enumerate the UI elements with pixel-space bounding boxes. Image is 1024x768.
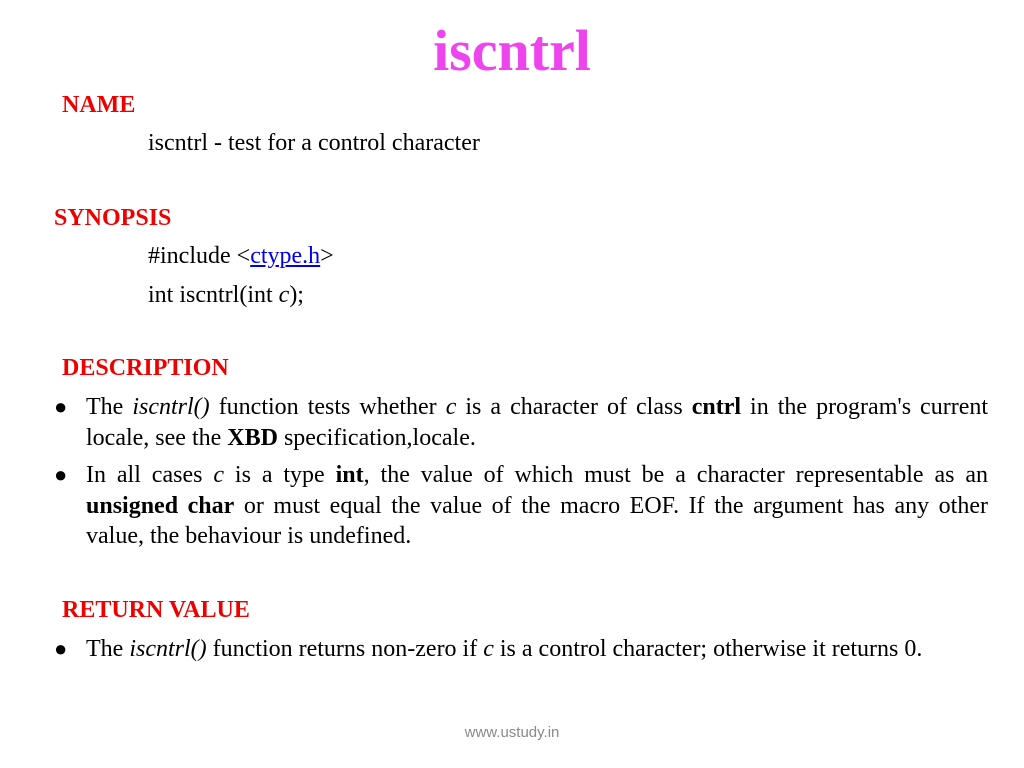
prototype-line	[148, 281, 304, 309]
prototype-prefix: int iscntrl(int	[148, 282, 279, 308]
ctype-link[interactable]: ctype.h	[250, 243, 321, 269]
page-title: iscntrl	[433, 18, 591, 83]
type-name: int	[335, 462, 364, 488]
synopsis-heading: SYNOPSIS	[54, 205, 172, 231]
text-span: function tests whether	[209, 394, 446, 420]
include-line	[148, 242, 334, 270]
text-span: specification,locale.	[277, 424, 476, 451]
text-span: , the value of which must be a character representable as an	[363, 462, 988, 488]
include-prefix: #include <	[148, 243, 251, 269]
text-span: in the program's current locale, see the	[86, 394, 989, 451]
text-span: or must equal the value of the macro EOF. If the argument has any other value, the behaviour is undefined.	[86, 492, 988, 549]
text-span: is a character of class	[456, 394, 692, 420]
text-span: is a type	[224, 462, 336, 488]
xbd-term: XBD	[227, 424, 278, 451]
name-heading: NAME	[62, 92, 136, 118]
prototype-param: c	[278, 282, 290, 308]
prototype-suffix: );	[289, 282, 304, 308]
name-text: iscntrl - test for a control character	[148, 130, 480, 156]
bullet-icon: ●	[54, 394, 68, 419]
class-name: cntrl	[691, 394, 742, 420]
description-bullet-1	[86, 392, 988, 453]
return-bullet-1	[86, 634, 988, 665]
text-span: The	[86, 636, 130, 662]
text-span: function returns non-zero if	[206, 636, 484, 662]
param-name: c	[483, 636, 494, 662]
function-name: iscntrl()	[129, 636, 207, 662]
return-heading: RETURN VALUE	[62, 597, 250, 623]
description-bullet-2	[86, 460, 988, 552]
include-suffix: >	[320, 243, 334, 269]
bullet-icon: ●	[54, 636, 68, 661]
param-name: c	[445, 394, 457, 420]
text-span: The	[86, 394, 133, 420]
type-name: unsigned char	[86, 492, 235, 519]
text-span: In all cases	[86, 462, 214, 488]
function-name: iscntrl()	[132, 394, 210, 420]
bullet-icon: ●	[54, 462, 68, 487]
param-name: c	[213, 462, 224, 488]
description-heading: DESCRIPTION	[62, 355, 229, 381]
text-span: is a control character; otherwise it returns 0.	[493, 636, 923, 662]
footer-url[interactable]: www.ustudy.in	[464, 724, 560, 741]
